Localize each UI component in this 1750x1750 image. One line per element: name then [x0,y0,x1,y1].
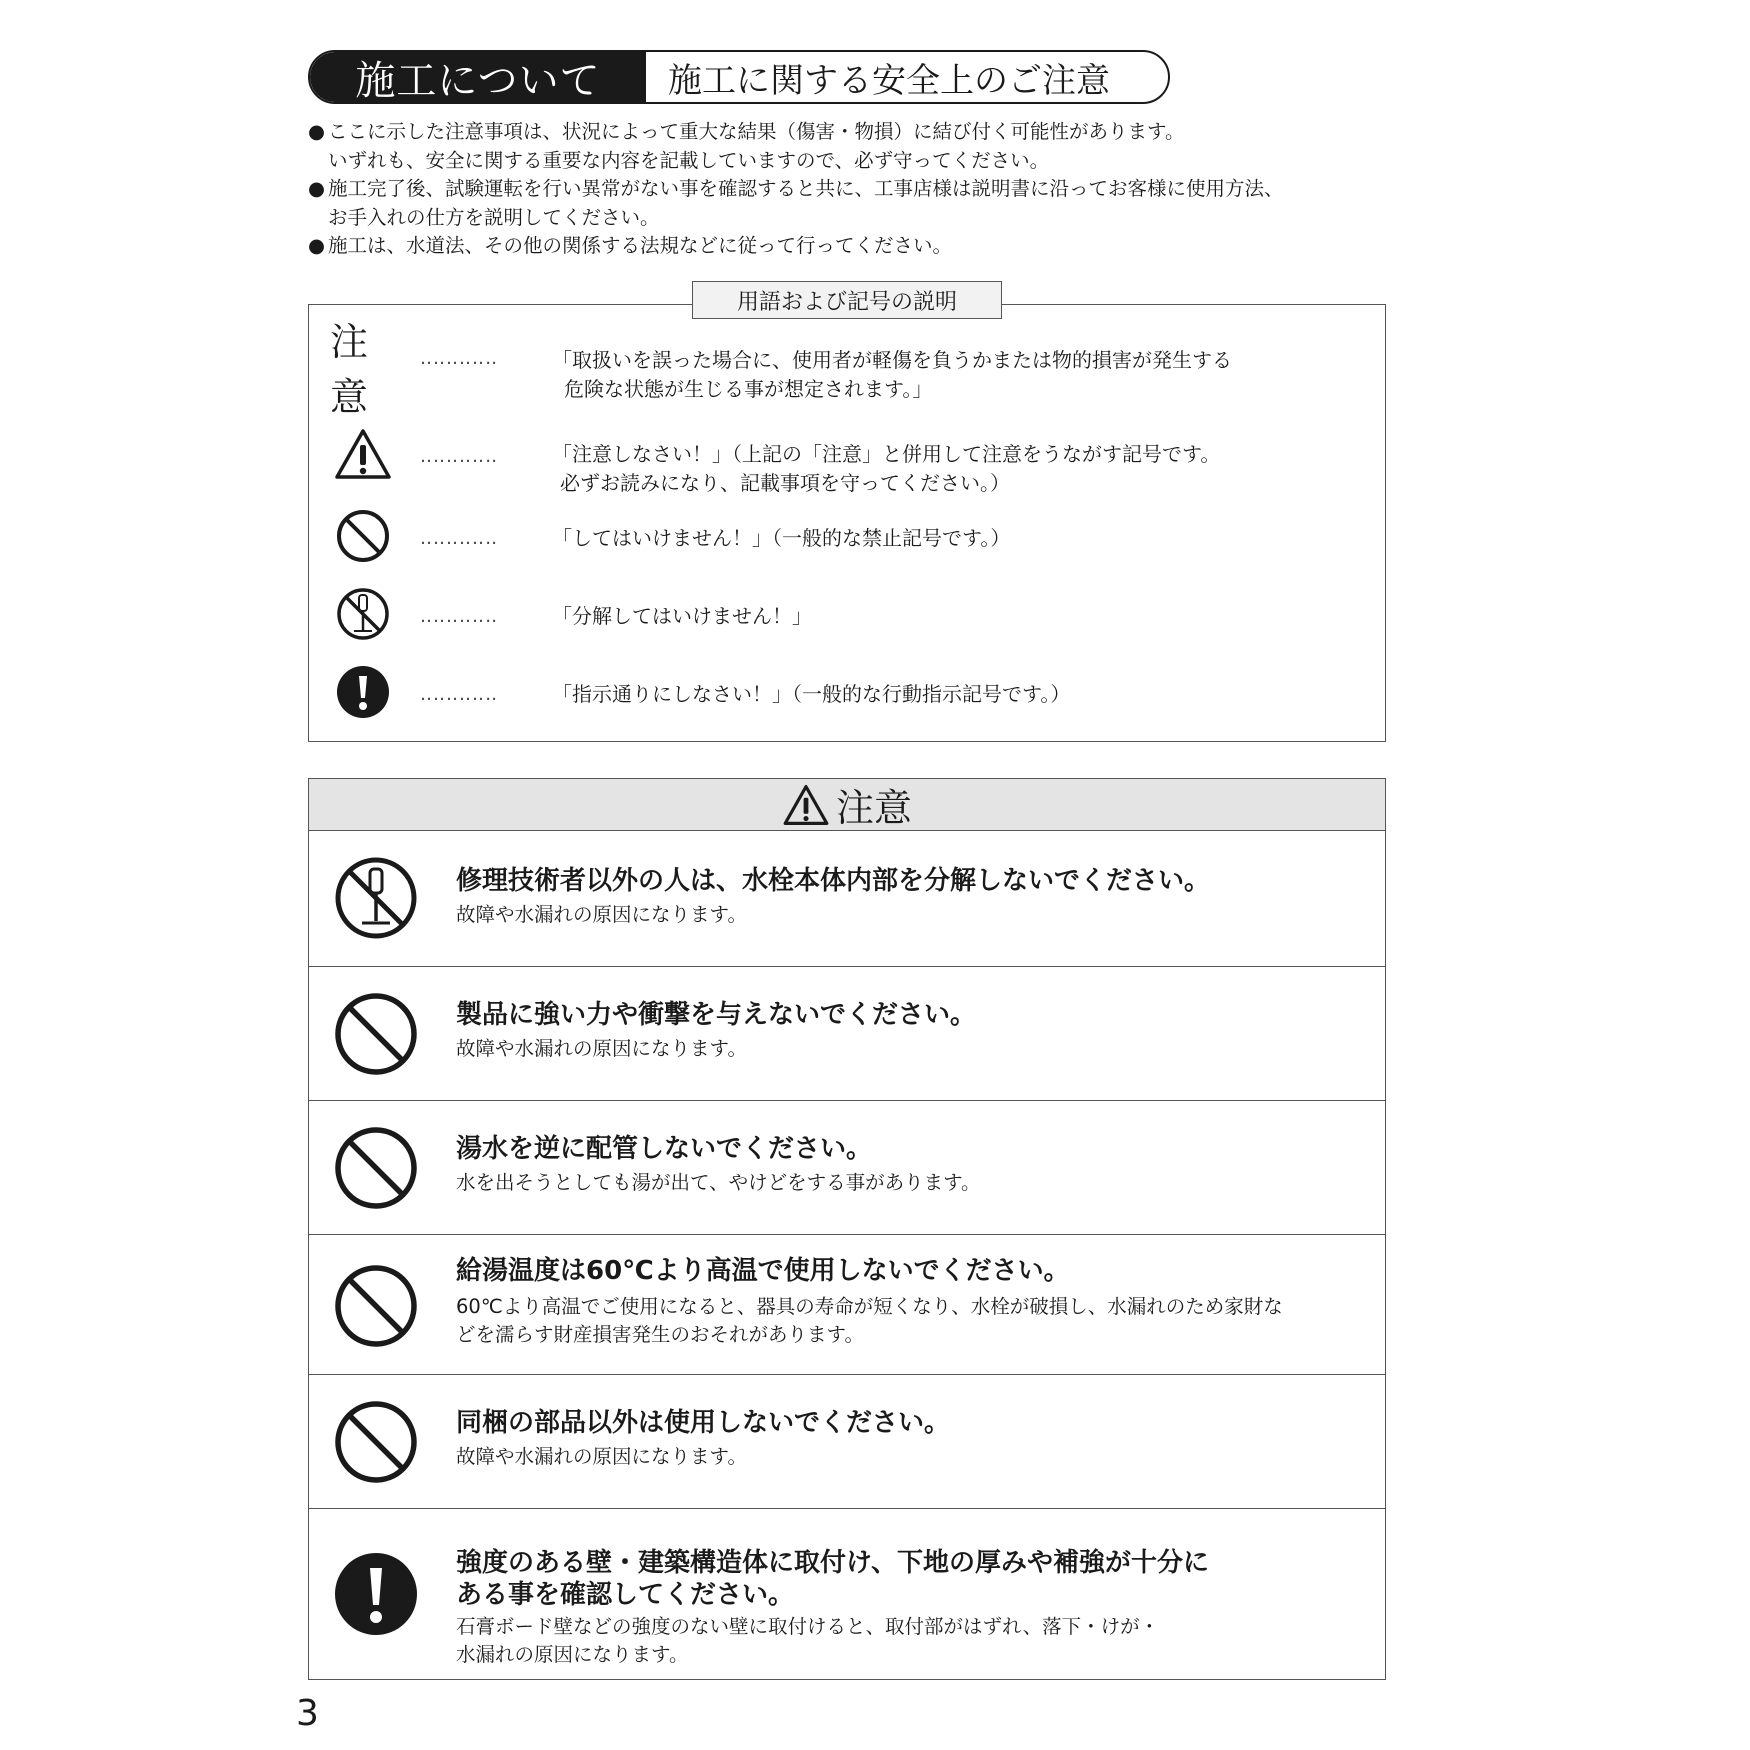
caution-desc-line: 故障や水漏れの原因になります。 [456,1037,747,1060]
legend-text-line: 「分解してはいけません！」 [552,604,812,628]
caution-title [456,999,1276,1031]
intro-line: ここに示した注意事項は、状況によって重大な結果（傷害・物損）に結び付く可能性があります。 [328,120,1185,143]
intro-bullet [308,118,1408,175]
intro-line: いずれも、安全に関する重要な内容を記載していますので、必ず守ってください。 [328,148,1050,172]
caution-desc [456,1035,1356,1063]
caution-desc-line: 故障や水漏れの原因になります。 [456,903,747,926]
caution-title-line: 給湯温度は60℃より高温で使用しないでください。 [456,1256,1070,1286]
page-number: 3 [296,1693,319,1734]
intro-line: 施工は、水道法、その他の関係する法規などに従って行ってください。 [328,234,953,257]
caution-title-line: 修理技術者以外の人は、水栓本体内部を分解しないでください。 [456,866,1211,896]
leader-dots: ‥‥‥‥‥‥ [420,348,499,369]
legend-text [552,440,1312,497]
caution-item [309,1509,1385,1679]
legend-text-line: 「取扱いを誤った場合に、使用者が軽傷を負うかまたは物的損害が発生する [552,348,1232,372]
caution-desc [456,1613,1356,1669]
legend-text [552,680,1312,709]
prohibition-icon [333,1125,419,1211]
leader-dots: ‥‥‥‥‥‥ [420,606,499,627]
no-disassembly-icon [330,584,396,644]
caution-item [309,967,1385,1101]
caution-title [456,1407,1276,1439]
caution-heading-text: 注意 [835,786,912,830]
leader-dots: ‥‥‥‥‥‥ [420,528,499,549]
caution-desc [456,1293,1356,1349]
legend-text [552,602,1312,631]
caution-title-line: 強度のある壁・建築構造体に取付け、下地の厚みや補強が十分に [456,1548,1209,1578]
legend-text [552,524,1312,553]
legend-text [552,346,1312,403]
caution-title-line: 製品に強い力や衝撃を与えないでください。 [456,1000,977,1030]
caution-desc-line: 水漏れの原因になります。 [456,1643,689,1666]
section-header [308,50,1170,104]
caution-desc [456,1169,1356,1197]
caution-word: 注意 [330,320,371,419]
leader-dots: ‥‥‥‥‥‥ [420,446,499,467]
caution-desc-line: 水を出そうとしても湯が出て、やけどをする事があります。 [456,1171,981,1194]
caution-item [309,1235,1385,1375]
legend-title: 用語および記号の説明 [692,281,1002,319]
caution-title [456,865,1276,897]
caution-desc-line: 石膏ボード壁などの強度のない壁に取付けると、取付部がはずれ、落下・けが・ [456,1615,1160,1638]
prohibition-icon [330,506,396,566]
caution-item [309,1101,1385,1235]
prohibition-icon [333,1263,419,1349]
legend-text-line: 「指示通りにしなさい！」（一般的な行動指示記号です。） [552,682,1071,706]
intro-line: 施工完了後、試験運転を行い異常がない事を確認すると共に、工事店様は説明書に沿ってお客様に使用方法、 [328,177,1284,200]
mandatory-action-icon [330,662,396,722]
legend-text-line: 危険な状態が生じる事が想定されます。」 [564,376,933,401]
caution-title-line: 湯水を逆に配管しないでください。 [456,1134,873,1164]
section-subtitle: 施工に関する安全上のご注意 [668,60,1110,101]
section-title: 施工について [310,52,646,102]
caution-desc [456,1443,1356,1471]
warning-triangle-icon [330,424,396,484]
intro-line: お手入れの仕方を説明してください。 [328,205,660,229]
bullet-dot: ● [308,177,326,200]
caution-desc-line: 故障や水漏れの原因になります。 [456,1445,747,1468]
caution-title-line: 同梱の部品以外は使用しないでください。 [456,1408,951,1438]
bullet-dot: ● [308,234,326,257]
no-disassembly-icon [333,855,419,941]
caution-desc-line: 60℃より高温でご使用になると、器具の寿命が短くなり、水栓が破損し、水漏れのため家財な [456,1295,1283,1318]
caution-title [456,1547,1276,1611]
legend-text-line: 「注意しなさい！」（上記の「注意」と併用して注意をうながす記号です。 [552,442,1221,466]
caution-desc [456,901,1356,929]
bullet-dot: ● [308,120,326,143]
mandatory-action-icon [333,1551,419,1637]
intro-notes [308,118,1408,261]
caution-heading [309,779,1385,831]
caution-title [456,1133,1276,1165]
caution-item [309,1375,1385,1509]
intro-bullet [308,175,1408,232]
legend-text-line: 「してはいけません！」（一般的な禁止記号です。） [552,526,1011,550]
caution-word-label [330,320,396,419]
leader-dots: ‥‥‥‥‥‥ [420,684,499,705]
prohibition-icon [333,991,419,1077]
caution-box [308,778,1386,1680]
legend-text-line: 必ずお読みになり、記載事項を守ってください。） [560,470,1010,495]
warning-triangle-icon [782,783,830,827]
caution-item [309,831,1385,967]
caution-title-line: ある事を確認してください。 [456,1580,795,1610]
intro-bullet [308,232,1408,261]
caution-title [456,1255,1276,1287]
caution-desc-line: どを濡らす財産損害発生のおそれがあります。 [456,1323,864,1346]
prohibition-icon [333,1399,419,1485]
